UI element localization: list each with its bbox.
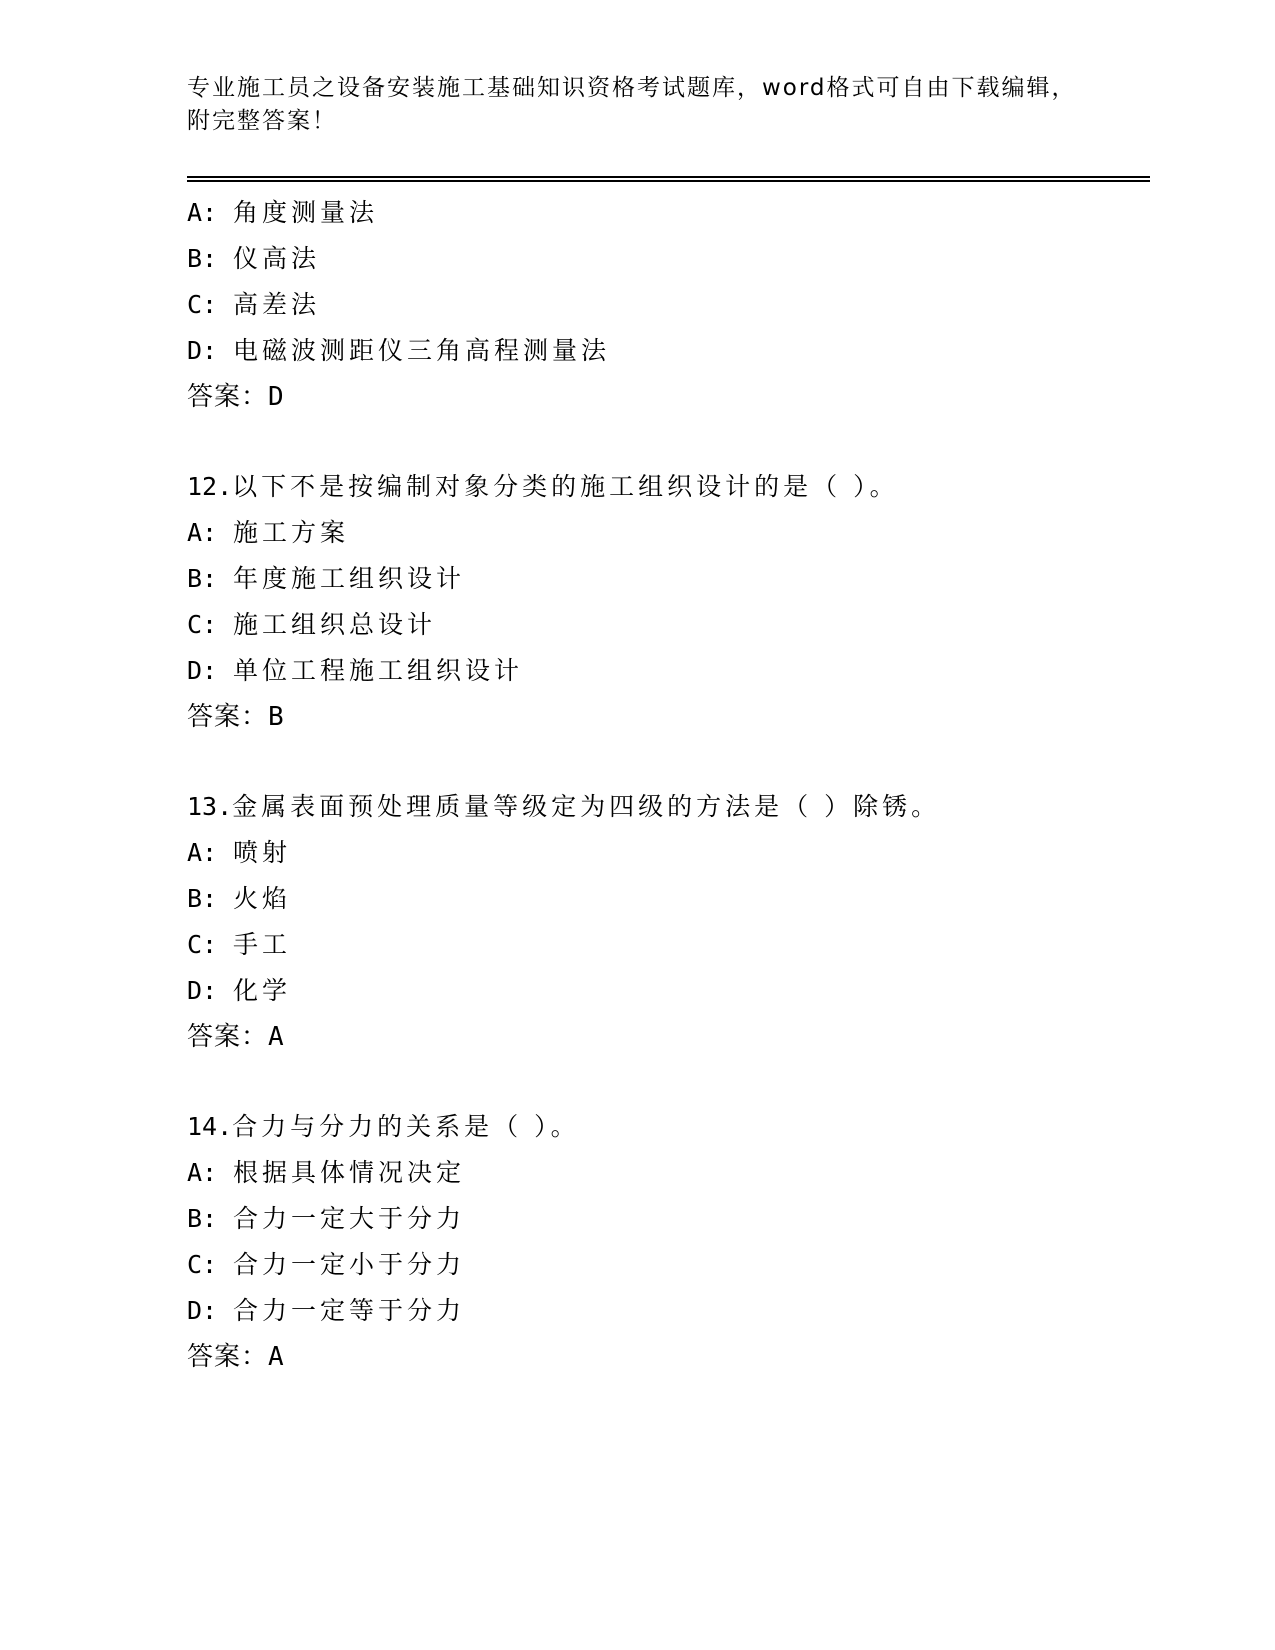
answer-value: A	[268, 1342, 285, 1372]
option-a: A: 喷射	[187, 838, 292, 867]
option-c: C: 施工组织总设计	[187, 610, 437, 639]
question-block-13	[187, 784, 1150, 1060]
option-c: C: 手工	[187, 930, 292, 959]
option-d: D: 化学	[187, 976, 292, 1005]
question-number: 12.	[187, 472, 233, 501]
header-line-2: 附完整答案！	[187, 108, 337, 134]
document-header	[187, 72, 1087, 138]
option-a: A: 根据具体情况决定	[187, 1158, 466, 1187]
rule-line-top	[187, 176, 1150, 178]
question-text: 13.金属表面预处理质量等级定为四级的方法是（ ）除锈。	[187, 792, 941, 821]
header-double-rule	[187, 176, 1150, 182]
answer-value: B	[268, 702, 285, 732]
question-list	[187, 190, 1150, 1380]
rule-line-bottom	[187, 180, 1150, 182]
question-gap	[187, 420, 1150, 464]
option-d: D: 单位工程施工组织设计	[187, 656, 524, 685]
option-d: D: 电磁波测距仪三角高程测量法	[187, 336, 611, 365]
option-b: B: 火焰	[187, 884, 292, 913]
option-b: B: 合力一定大于分力	[187, 1204, 466, 1233]
question-block-11	[187, 190, 1150, 420]
question-number: 13.	[187, 792, 233, 821]
question-gap	[187, 740, 1150, 784]
answer-value: D	[268, 382, 285, 412]
option-a: A: 角度测量法	[187, 198, 379, 227]
option-c: C: 高差法	[187, 290, 321, 319]
answer-value: A	[268, 1022, 285, 1052]
answer-line: 答案：B	[187, 702, 285, 732]
question-number: 14.	[187, 1112, 233, 1141]
question-block-14	[187, 1104, 1150, 1380]
option-c: C: 合力一定小于分力	[187, 1250, 466, 1279]
answer-line: 答案：A	[187, 1342, 285, 1372]
answer-line: 答案：D	[187, 382, 285, 412]
header-line-1: 专业施工员之设备安装施工基础知识资格考试题库，word格式可自由下载编辑，	[187, 75, 1077, 101]
question-block-12	[187, 464, 1150, 740]
answer-line: 答案：A	[187, 1022, 285, 1052]
question-text: 14.合力与分力的关系是（ ）。	[187, 1112, 580, 1141]
question-text: 12.以下不是按编制对象分类的施工组织设计的是（ ）。	[187, 472, 899, 501]
option-d: D: 合力一定等于分力	[187, 1296, 466, 1325]
option-a: A: 施工方案	[187, 518, 350, 547]
option-b: B: 年度施工组织设计	[187, 564, 466, 593]
option-b: B: 仪高法	[187, 244, 321, 273]
question-gap	[187, 1060, 1150, 1104]
